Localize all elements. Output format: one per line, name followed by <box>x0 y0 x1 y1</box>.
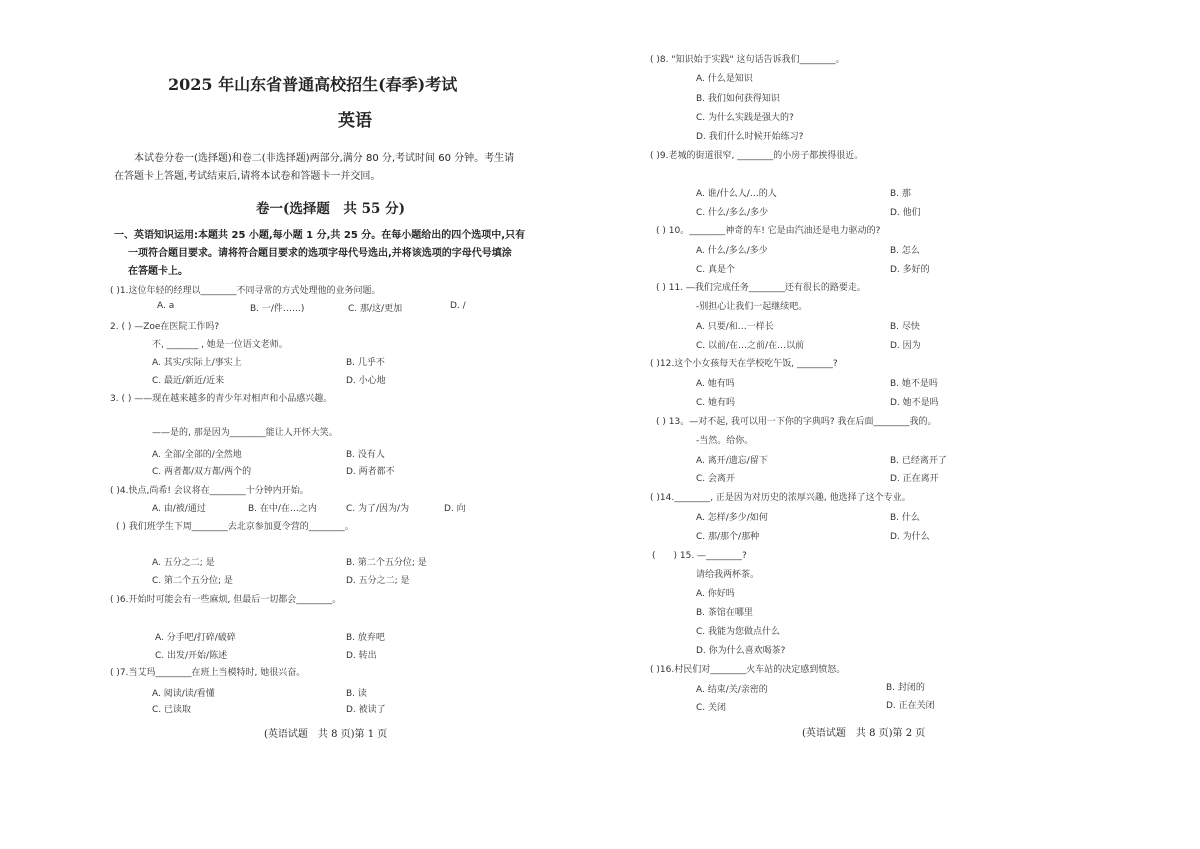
question-5-option-c: C. 第二个五分位; 是 <box>152 576 233 586</box>
question-13-stem: ( ) 13。—对不起, 我可以用一下你的字典吗? 我在后面________我的。 <box>656 417 937 427</box>
question-12-option-a: A. 她有吗 <box>696 379 735 389</box>
question-8-option-b: B. 我们如何获得知识 <box>696 94 780 104</box>
question-14-option-a: A. 怎样/多少/如何 <box>696 513 768 523</box>
question-4-stem: ( )4.快点,尚希! 会议将在________十分钟内开始。 <box>110 486 309 496</box>
question-5-stem: ( ) 我们班学生下周________去北京参加夏令营的________。 <box>116 522 354 532</box>
question-13-option-c: C. 会离开 <box>696 474 736 484</box>
instructions-line-3: 在答题卡上。 <box>128 266 188 277</box>
question-6-option-a: A. 分手吧/打碎/破碎 <box>155 633 236 643</box>
question-16-stem: ( )16.村民们对________火车站的决定感到愤怒。 <box>650 665 846 675</box>
question-6-option-c: C. 出发/开始/陈述 <box>155 651 228 661</box>
question-3-line-2: ——是的, 那是因为________能让人开怀大笑。 <box>152 428 338 438</box>
question-11-option-a: A. 只要/和…一样长 <box>696 322 774 332</box>
question-9-stem: ( )9.老城的街道很窄, ________的小房子都挨得很近。 <box>650 151 864 161</box>
question-10-option-d: D. 多好的 <box>890 265 930 275</box>
question-12-option-c: C. 她有吗 <box>696 398 736 408</box>
question-15-option-b: B. 茶馆在哪里 <box>696 608 753 618</box>
question-11-line-2: -别担心让我们一起继续吧。 <box>696 302 808 312</box>
question-6-option-b: B. 放弃吧 <box>346 633 385 643</box>
question-2-option-c: C. 最近/新近/近来 <box>152 376 225 386</box>
exam-subject: 英语 <box>338 111 372 131</box>
question-11-option-b: B. 尽快 <box>890 322 920 332</box>
question-16-option-b: B. 封闭的 <box>886 683 925 693</box>
question-2-option-d: D. 小心地 <box>346 376 386 386</box>
question-15-option-d: D. 你为什么喜欢喝茶? <box>696 646 786 656</box>
question-12-stem: ( )12.这个小女孩每天在学校吃午饭, ________? <box>650 359 838 369</box>
section-title: 卷一(选择题 共 55 分) <box>256 201 405 217</box>
question-14-stem: ( )14.________, 正是因为对历史的浓厚兴趣, 他选择了这个专业。 <box>650 493 911 503</box>
question-8-option-c: C. 为什么实践是强大的? <box>696 113 794 123</box>
question-14-option-c: C. 那/那个/那种 <box>696 532 760 542</box>
question-11-option-d: D. 因为 <box>890 341 921 351</box>
instructions-line-2: 一项符合题目要求。请将符合题目要求的选项字母代号选出,并将该选项的字母代号填涂 <box>128 248 512 259</box>
page-footer-2: (英语试题 共 8 页)第 2 页 <box>802 728 926 739</box>
question-8-option-a: A. 什么是知识 <box>696 74 753 84</box>
question-8-stem: ( )8. "知识始于实践" 这句话告诉我们________。 <box>650 55 845 65</box>
question-1-option-d: D. / <box>450 301 466 311</box>
question-1-stem: ( )1.这位年轻的经理以________不同寻常的方式处理他的业务问题。 <box>110 286 381 296</box>
question-13-line-2: -当然。给你。 <box>696 436 754 446</box>
question-9-option-c: C. 什么/多么/多少 <box>696 208 769 218</box>
question-4-option-c: C. 为了/因为/为 <box>346 504 410 514</box>
question-7-option-c: C. 已读取 <box>152 705 192 715</box>
question-15-line-2: 请给我两杯茶。 <box>696 570 760 580</box>
question-1-option-a: A. a <box>157 301 175 311</box>
question-11-option-c: C. 以前/在…之前/在…以前 <box>696 341 805 351</box>
question-7-stem: ( )7.当艾玛________在班上当模特时, 她很兴奋。 <box>110 668 306 678</box>
question-6-stem: ( )6.开始时可能会有一些麻烦, 但最后一切都会________。 <box>110 595 342 605</box>
question-14-option-b: B. 什么 <box>890 513 920 523</box>
question-9-option-b: B. 那 <box>890 189 911 199</box>
question-10-option-b: B. 怎么 <box>890 246 920 256</box>
intro-line-2: 在答题卡上答题,考试结束后,请将本试卷和答题卡一并交回。 <box>114 171 381 182</box>
question-3-option-d: D. 两者都不 <box>346 467 395 477</box>
question-3-option-b: B. 没有人 <box>346 450 385 460</box>
question-10-option-c: C. 真是个 <box>696 265 736 275</box>
question-15-option-a: A. 你好吗 <box>696 589 735 599</box>
question-15-stem: ( ) 15. —________? <box>652 551 747 561</box>
question-1-option-c: C. 那/这/更加 <box>348 304 403 314</box>
question-3-option-a: A. 全部/全部的/全然地 <box>152 450 242 460</box>
question-7-option-a: A. 阅读/读/看懂 <box>152 689 215 699</box>
question-9-option-d: D. 他们 <box>890 208 921 218</box>
question-16-option-d: D. 正在关闭 <box>886 701 935 711</box>
question-9-option-a: A. 谁/什么人/…的人 <box>696 189 777 199</box>
question-13-option-b: B. 已经离开了 <box>890 456 947 466</box>
exam-title: 2025 年山东省普通高校招生(春季)考试 <box>168 75 458 94</box>
question-13-option-d: D. 正在离开 <box>890 474 939 484</box>
question-2-stem: 2. ( ) —Zoe在医院工作吗? <box>110 322 220 332</box>
question-3-option-c: C. 两者都/双方都/两个的 <box>152 467 252 477</box>
question-15-option-c: C. 我能为您做点什么 <box>696 627 781 637</box>
intro-line-1: 本试卷分卷一(选择题)和卷二(非选择题)两部分,满分 80 分,考试时间 60 分钟。考生请 <box>134 153 515 164</box>
instructions-line-1: 一、英语知识运用:本题共 25 小题,每小题 1 分,共 25 分。在每小题给出的四个选项中,只有 <box>114 230 526 241</box>
question-2-option-a: A. 其实/实际上/事实上 <box>152 358 242 368</box>
question-3-stem: 3. ( ) ——现在越来越多的青少年对相声和小品感兴趣。 <box>110 394 333 404</box>
question-11-stem: ( ) 11. —我们完成任务________还有很长的路要走。 <box>656 283 866 293</box>
question-16-option-a: A. 结束/关/亲密的 <box>696 685 768 695</box>
exam-page-2 <box>600 0 1200 849</box>
question-5-option-b: B. 第二个五分位; 是 <box>346 558 427 568</box>
question-5-option-a: A. 五分之二; 是 <box>152 558 215 568</box>
question-12-option-b: B. 她不是吗 <box>890 379 938 389</box>
question-10-option-a: A. 什么/多么/多少 <box>696 246 768 256</box>
page-footer-1: (英语试题 共 8 页)第 1 页 <box>264 729 388 740</box>
question-14-option-d: D. 为什么 <box>890 532 930 542</box>
question-1-option-b: B. 一/件……) <box>250 304 305 314</box>
question-6-option-d: D. 转出 <box>346 651 377 661</box>
question-4-option-a: A. 由/被/通过 <box>152 504 206 514</box>
question-13-option-a: A. 离开/遗忘/留下 <box>696 456 768 466</box>
question-8-option-d: D. 我们什么时候开始练习? <box>696 132 804 142</box>
question-7-option-b: B. 读 <box>346 689 367 699</box>
question-16-option-c: C. 关闭 <box>696 703 727 713</box>
question-7-option-d: D. 被读了 <box>346 705 386 715</box>
question-5-option-d: D. 五分之二; 是 <box>346 576 410 586</box>
question-2-line-2: 不, _______ , 她是一位语文老师。 <box>152 340 288 350</box>
question-4-option-d: D. 向 <box>444 504 466 514</box>
question-10-stem: ( ) 10。________神奇的车! 它是由汽油还是电力驱动的? <box>656 226 881 236</box>
question-4-option-b: B. 在中/在…之内 <box>248 504 317 514</box>
question-12-option-d: D. 她不是吗 <box>890 398 939 408</box>
question-2-option-b: B. 几乎不 <box>346 358 385 368</box>
